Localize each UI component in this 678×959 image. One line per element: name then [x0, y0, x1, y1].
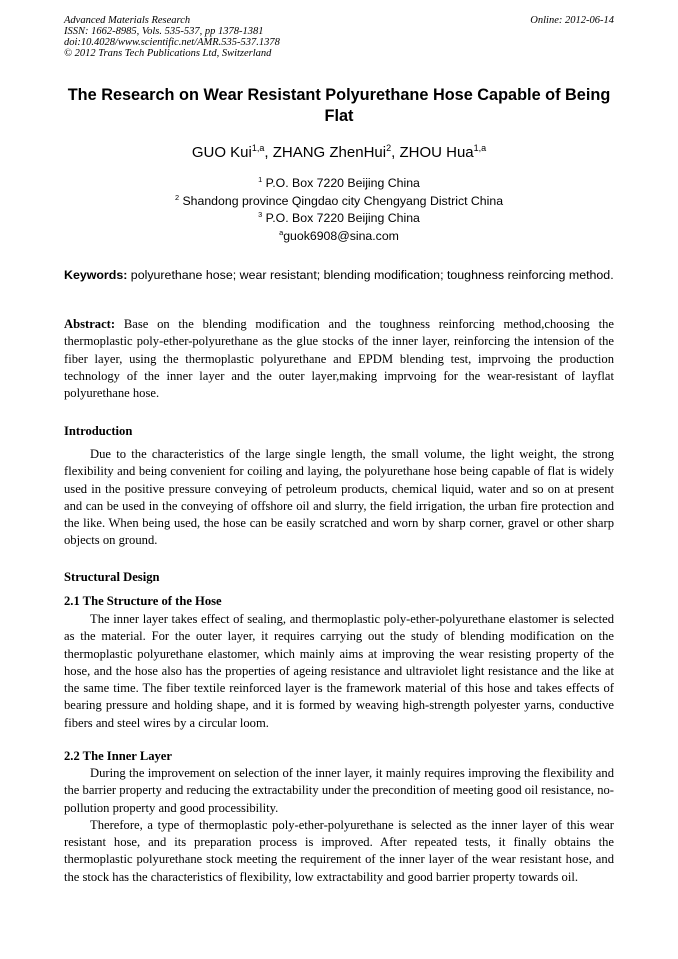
introduction-text: Due to the characteristics of the large single length, the small volume, the light weight, the strong flexibility and being convenient for coiling and laying, the polyurethane hose being capable of flat is widely used in the positive pressure conveying of petroleum products, chemical liquid, water and so on at present and can be used in the conveying of offshore oil and slurry, the field irrigation, the urban fire protection and the like. When being used, the hose can be easily scratched and worn by sharp corner, gravel or other sharp objects on ground.	[64, 447, 614, 548]
online-date: Online: 2012-06-14	[530, 15, 614, 26]
doi: doi:10.4028/www.scientific.net/AMR.535-537.1378	[64, 37, 280, 48]
section-2-2-text: During the improvement on selection of the inner layer, it mainly requires improving the flexibility and the barrier property and reducing the extractability under the precondition of meeting good oil resistance, no-pollution property and good processibility. Therefore, a type of thermoplastic poly-ether-polyurethane is selected as the inner layer of this wear resistant hose, and its preparation process is improved. After repeated tests, it finally obtains the thermoplastic polyurethane stock meeting the requirement of the inner layer of the wear resistant hose, and the stock has the characteristics of flexibility, low extractability and good barrier property towards oil.	[64, 766, 614, 884]
affiliations	[64, 175, 614, 246]
issn: ISSN: 1662-8985, Vols. 535-537, pp 1378-1381	[64, 26, 264, 37]
affiliation: $^1$ P.O. Box 7220 Beijing China	[258, 174, 420, 190]
paper-title: The Research on Wear Resistant Polyurethane Hose Capable of Being Flat	[67, 86, 611, 125]
journal-header	[64, 15, 614, 59]
section-2-1-heading: 2.1 The Structure of the Hose	[64, 594, 222, 608]
keywords: Keywords: polyurethane hose; wear resistant; blending modification; toughness reinforcing method.	[64, 268, 614, 282]
author-name: ZHANG ZhenHui	[272, 144, 387, 161]
abstract: Abstract: Base on the blending modification and the toughness reinforcing method,choosing the thermoplastic poly-ether-polyurethane as the glue stocks of the inner layer, reinforcing the intension of the fiber layer, using the thermoplastic polyurethane and EPDM blending test, imprvoing the production technology of the inner layer and the outer layer,making imprvoing for the wear-resistant of layflat polyurethane hose.	[64, 317, 614, 401]
author-sup: 2	[386, 143, 392, 153]
email: $^a$guok6908@sina.com	[279, 228, 399, 244]
journal-name: Advanced Materials Research	[64, 15, 191, 26]
author-name: GUO Kui	[191, 144, 252, 161]
author-name: ZHOU Hua	[399, 144, 474, 161]
author-sup: 1,a	[473, 143, 487, 153]
section-2-1-text: The inner layer takes effect of sealing, and thermoplastic poly-ether-polyurethane elastomer is selected as the material. For the outer layer, it requires carrying out the study of blending modification on the thermoplastic polyurethane elastomer, which mainly aims at improving the wear resisting property of the hose, and the hose also has the properties of ageing resistance and ultraviolet light resistance and the like at the same time. The fiber textile reinforced layer is the framework material of this hose and takes effects of bearing pressure and holding shape, and it is formed by weaving high-strength polyester yarns, conductive fibers and steel wires by a circular loom.	[64, 612, 614, 730]
introduction-heading: Introduction	[64, 424, 133, 438]
affiliation: $^2$ Shandong province Qingdao city Chengyang District China	[174, 192, 504, 208]
author-sup: 1,a	[251, 143, 265, 153]
copyright: © 2012 Trans Tech Publications Ltd, Switzerland	[64, 48, 272, 59]
affiliation: $^3$ P.O. Box 7220 Beijing China	[258, 210, 420, 226]
structural-heading: Structural Design	[64, 570, 160, 584]
author-list: GUO Kui$^{1,a}$, ZHANG ZhenHui$^2$, ZHOU Hua$^{1,a}$	[191, 143, 487, 161]
section-2-2-heading: 2.2 The Inner Layer	[64, 749, 172, 763]
